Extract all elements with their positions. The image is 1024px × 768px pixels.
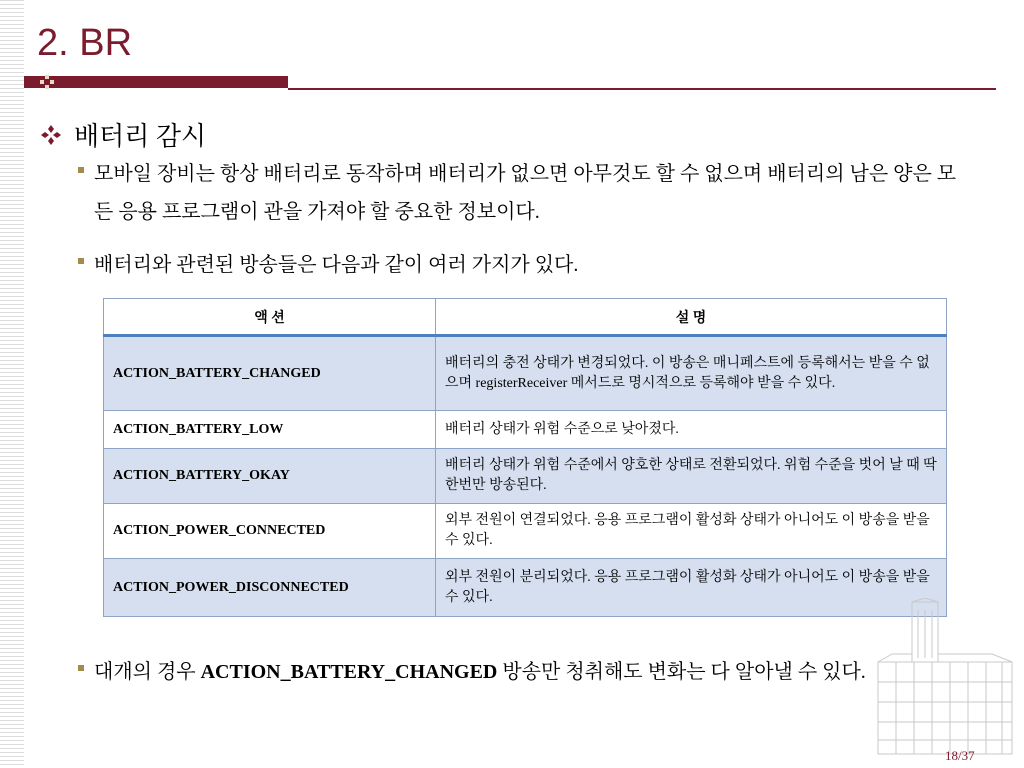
title-underline-bar xyxy=(24,76,288,88)
table-header-action: 액 션 xyxy=(104,299,436,336)
table-cell-action: ACTION_BATTERY_OKAY xyxy=(104,449,436,504)
diamond-bullet-icon xyxy=(40,124,62,146)
list-item-text: 모바일 장비는 항상 배터리로 동작하며 배터리가 없으면 아무것도 할 수 없으며 배터리의 남은 양은 모든 응용 프로그램이 관을 가져야 할 중요한 정보이다. xyxy=(94,163,957,223)
table-row xyxy=(104,504,947,559)
square-bullet-icon xyxy=(78,167,84,173)
table-header-description: 설 명 xyxy=(436,299,947,336)
table-row xyxy=(104,559,947,617)
table-row xyxy=(104,449,947,504)
broadcast-table xyxy=(103,298,947,617)
title-diamond-icon xyxy=(40,75,54,89)
last-bullet-prefix: 대개의 경우 xyxy=(94,661,201,683)
left-stripe-decoration xyxy=(0,0,24,768)
list-item xyxy=(78,653,974,691)
table-cell-description: 외부 전원이 분리되었다. 응용 프로그램이 활성화 상태가 아니어도 이 방송을 받을 수 있다. xyxy=(436,559,947,617)
table-header-row xyxy=(104,299,947,336)
list-item xyxy=(78,155,974,231)
table-cell-description: 배터리 상태가 위험 수준으로 낮아졌다. xyxy=(436,411,947,449)
table-cell-description: 외부 전원이 연결되었다. 응용 프로그램이 활성화 상태가 아니어도 이 방송을 받을 수 있다. xyxy=(436,504,947,559)
last-bullet-keyword: ACTION_BATTERY_CHANGED xyxy=(200,661,498,683)
list-item-text xyxy=(94,653,974,691)
table-cell-description: 배터리의 충전 상태가 변경되었다. 이 방송은 매니페스트에 등록해서는 받을 수 없으며 registerReceiver 메서드로 명시적으로 등록해야 받을 수 있다. xyxy=(436,336,947,411)
section-heading-text: 배터리 감시 xyxy=(74,122,207,151)
table-cell-action: ACTION_BATTERY_LOW xyxy=(104,411,436,449)
list-item-text: 배터리와 관련된 방송들은 다음과 같이 여러 가지가 있다. xyxy=(94,254,579,276)
table-cell-action: ACTION_POWER_CONNECTED xyxy=(104,504,436,559)
slide-title: 2. BR xyxy=(37,22,133,64)
table-cell-action: ACTION_BATTERY_CHANGED xyxy=(104,336,436,411)
table-cell-action: ACTION_POWER_DISCONNECTED xyxy=(104,559,436,617)
page-number: 18/37 xyxy=(945,748,975,763)
title-underline-line xyxy=(288,88,996,90)
table-cell-description: 배터리 상태가 위험 수준에서 양호한 상태로 전환되었다. 위험 수준을 벗어 날 때 딱 한번만 방송된다. xyxy=(436,449,947,504)
square-bullet-icon xyxy=(78,665,84,671)
last-bullet-suffix: 방송만 청취해도 변화는 다 알아낼 수 있다. xyxy=(497,661,866,683)
section-heading xyxy=(40,116,206,153)
list-item xyxy=(78,246,974,284)
table-row xyxy=(104,411,947,449)
building-watermark-image xyxy=(872,598,1018,756)
square-bullet-icon xyxy=(78,258,84,264)
table-row xyxy=(104,336,947,411)
